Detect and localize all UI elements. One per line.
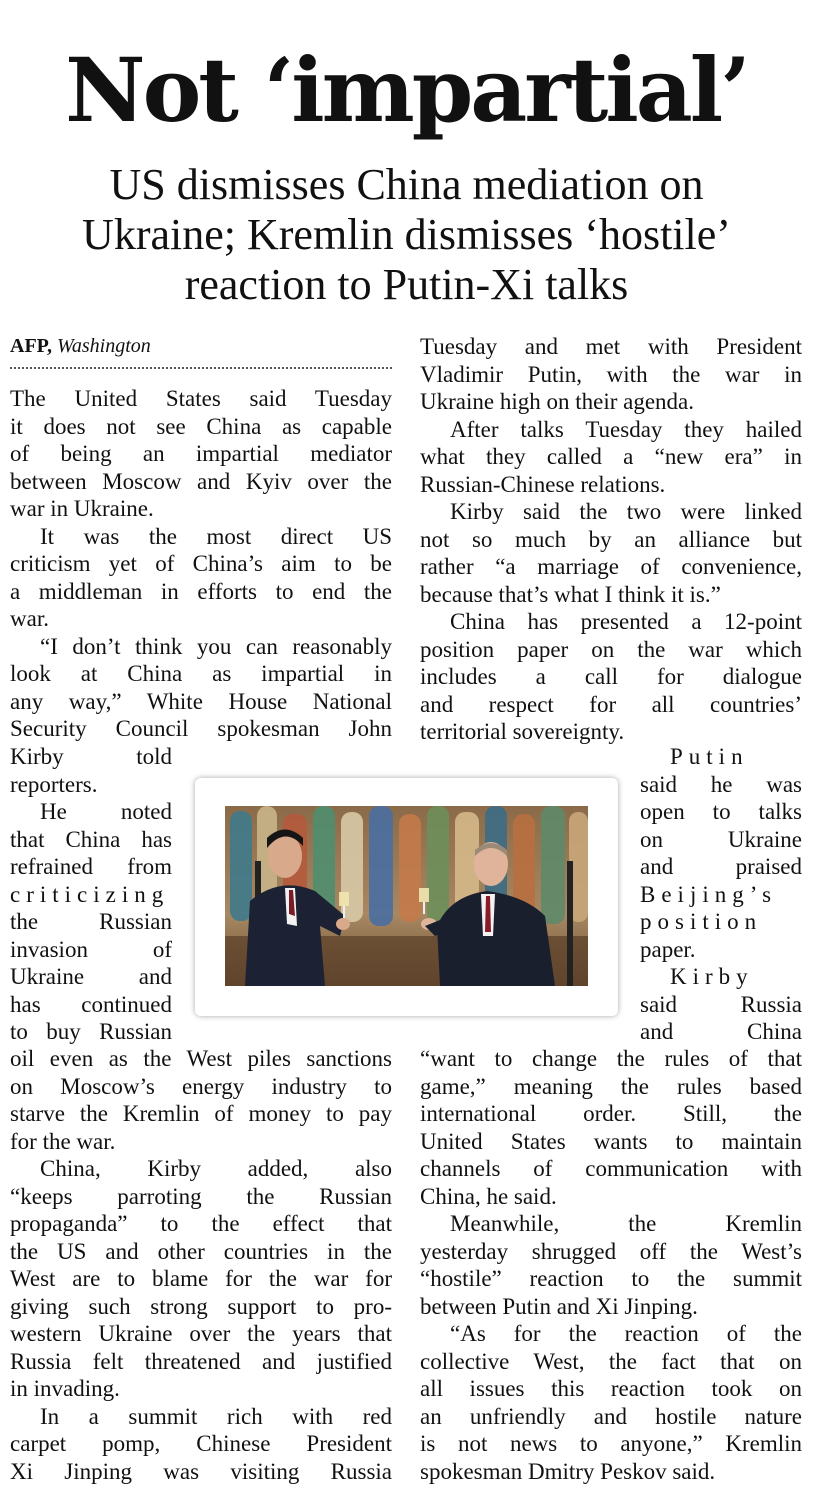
column-2-bottom bbox=[420, 1045, 802, 1485]
column-1-top bbox=[10, 385, 392, 743]
article-line: for the war. bbox=[10, 1128, 116, 1154]
photo-frame bbox=[195, 778, 618, 1016]
article-line: yesterday shrugged off the West’s bbox=[420, 1238, 802, 1264]
article-line: Russia felt threatened and justified bbox=[10, 1348, 392, 1374]
article-line: Russian-Chinese relations. bbox=[420, 471, 666, 497]
byline bbox=[10, 333, 392, 369]
article-line: position paper on the war which bbox=[420, 636, 802, 662]
article-line: channels of communication with bbox=[420, 1156, 802, 1181]
article-line: giving such strong support to pro- bbox=[10, 1293, 392, 1319]
byline-location: Washington bbox=[57, 335, 151, 357]
article-line: and praised bbox=[640, 854, 802, 879]
article-line: carpet pomp, Chinese President bbox=[10, 1431, 392, 1456]
article-line: game,” meaning the rules based bbox=[420, 1073, 802, 1099]
article-line: a middleman in efforts to end the bbox=[10, 578, 392, 604]
article-line: collective West, the fact that on bbox=[420, 1348, 802, 1374]
article-line: in invading. bbox=[10, 1376, 120, 1401]
article-line: paper. bbox=[640, 936, 696, 962]
article-line: China, Kirby added, also bbox=[40, 1156, 392, 1181]
article-line: criticizing bbox=[10, 881, 170, 907]
subheadline-line: US dismisses China mediation on bbox=[109, 160, 704, 209]
article-line: it does not see China as capable bbox=[10, 413, 392, 439]
article-line: territorial sovereignty. bbox=[420, 719, 625, 744]
headline: Not ‘impartial’ bbox=[65, 38, 748, 142]
article-line: not so much by an alliance but bbox=[420, 526, 802, 552]
article-line: war in Ukraine. bbox=[10, 496, 154, 521]
article-line: Vladimir Putin, with the war in bbox=[420, 361, 802, 387]
byline-agency: AFP, bbox=[10, 335, 53, 357]
article-line: on Moscow’s energy industry to bbox=[10, 1073, 392, 1099]
subheadline-line: Ukraine; Kremlin dismisses ‘hostile’ bbox=[82, 210, 731, 259]
article-line: starve the Kremlin of money to pay bbox=[10, 1101, 392, 1126]
photo-xi-putin-toast bbox=[225, 806, 588, 986]
article-line: Xi Jinping was visiting Russia bbox=[10, 1458, 392, 1484]
article-line: Kirby told bbox=[10, 744, 172, 769]
article-line: China, he said. bbox=[420, 1183, 557, 1209]
article-line: Putin bbox=[670, 744, 749, 769]
article-line: West are to blame for the war for bbox=[10, 1266, 392, 1291]
article-line: between Moscow and Kyiv over the bbox=[10, 468, 392, 494]
article-line: invasion of bbox=[10, 936, 172, 962]
subheadline bbox=[30, 160, 783, 310]
article-line: Ukraine and bbox=[10, 964, 172, 989]
article-line: It was the most direct US bbox=[40, 523, 392, 549]
article-line: open to talks bbox=[640, 799, 802, 824]
article-line: said he was bbox=[640, 771, 802, 797]
article-line: to buy Russian bbox=[10, 1019, 172, 1044]
article-line: United States wants to maintain bbox=[420, 1128, 802, 1154]
column-2-top bbox=[420, 333, 802, 746]
article-line: “keeps parroting the Russian bbox=[10, 1183, 392, 1209]
article-line: “I don’t think you can reasonably bbox=[40, 633, 392, 659]
article-line: of being an impartial mediator bbox=[10, 441, 392, 466]
column-2-wrap bbox=[640, 743, 802, 1046]
article-line: has continued bbox=[10, 991, 172, 1017]
article-line: because that’s what I think it is.” bbox=[420, 581, 721, 607]
article-line: “want to change the rules of that bbox=[420, 1046, 802, 1071]
article-line: Ukraine high on their agenda. bbox=[420, 389, 694, 414]
article-line: criticism yet of China’s aim to be bbox=[10, 551, 392, 576]
article-line: and respect for all countries’ bbox=[420, 691, 802, 717]
article-line: After talks Tuesday they hailed bbox=[450, 416, 802, 442]
article-line: Meanwhile, the Kremlin bbox=[450, 1211, 802, 1236]
article-line: spokesman Dmitry Peskov said. bbox=[420, 1458, 716, 1484]
article-line: the Russian bbox=[10, 909, 172, 934]
article-line: on Ukraine bbox=[640, 826, 802, 852]
article-line: Tuesday and met with President bbox=[420, 334, 802, 359]
column-1-wrap bbox=[10, 743, 172, 1046]
article-line: look at China as impartial in bbox=[10, 661, 392, 686]
article-line: is not news to anyone,” Kremlin bbox=[420, 1431, 802, 1456]
article-line: an unfriendly and hostile nature bbox=[420, 1403, 802, 1429]
article-line: the US and other countries in the bbox=[10, 1238, 392, 1264]
article-line: western Ukraine over the years that bbox=[10, 1321, 392, 1346]
article-line: Security Council spokesman John bbox=[10, 716, 392, 741]
article-line: war. bbox=[10, 606, 49, 631]
article-line: Beijing’s bbox=[640, 881, 778, 907]
article-line: position bbox=[640, 909, 763, 934]
article-line: propaganda” to the effect that bbox=[10, 1211, 392, 1236]
article-line: reporters. bbox=[10, 771, 98, 797]
article-line: that China has bbox=[10, 826, 172, 852]
article-line: all issues this reaction took on bbox=[420, 1376, 802, 1401]
article-line: The United States said Tuesday bbox=[10, 386, 392, 411]
article-line: between Putin and Xi Jinping. bbox=[420, 1293, 698, 1319]
column-1-bottom bbox=[10, 1045, 392, 1485]
article-line: Kirby said the two were linked bbox=[450, 499, 802, 524]
article-line: China has presented a 12-point bbox=[450, 609, 802, 634]
article-line: Kirby bbox=[670, 964, 754, 989]
article-line: international order. Still, the bbox=[420, 1101, 802, 1126]
article-line: oil even as the West piles sanctions bbox=[10, 1046, 392, 1071]
article-line: rather “a marriage of convenience, bbox=[420, 554, 802, 579]
article-line: and China bbox=[640, 1019, 802, 1044]
article-line: “As for the reaction of the bbox=[450, 1321, 802, 1346]
article-line: any way,” White House National bbox=[10, 688, 392, 714]
article-line: In a summit rich with red bbox=[40, 1403, 392, 1429]
article-line: what they called a “new era” in bbox=[420, 444, 802, 469]
article-line: “hostile” reaction to the summit bbox=[420, 1266, 802, 1291]
subheadline-line: reaction to Putin-Xi talks bbox=[184, 260, 629, 309]
article-line: includes a call for dialogue bbox=[420, 664, 802, 689]
article-line: He noted bbox=[40, 799, 172, 824]
article-line: refrained from bbox=[10, 854, 172, 879]
article-line: said Russia bbox=[640, 991, 802, 1017]
